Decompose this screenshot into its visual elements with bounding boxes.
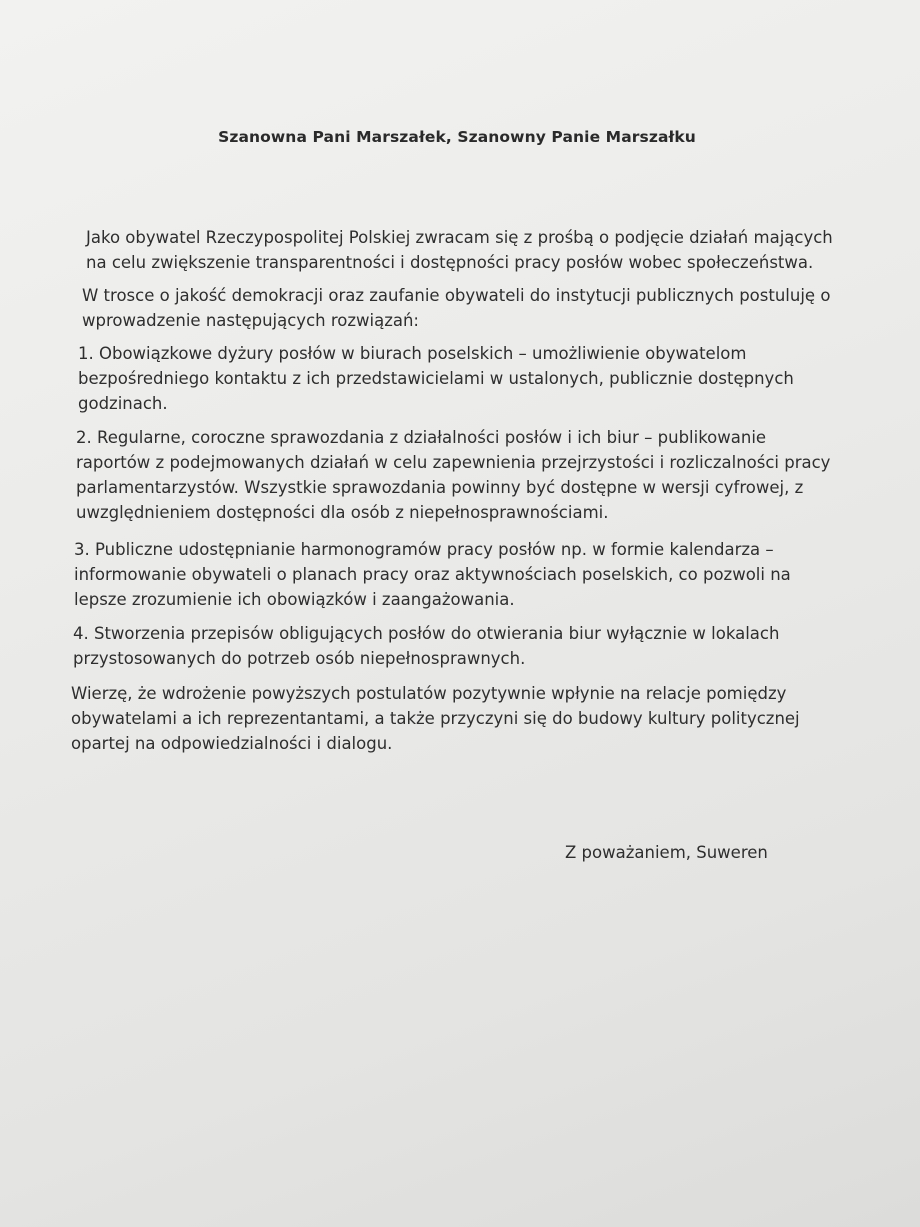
paragraph-line: 3. Publiczne udostępnianie harmonogramów pracy posłów np. w formie kalendarza – [74,540,774,559]
paragraph-line: przystosowanych do potrzeb osób niepełnosprawnych. [73,649,526,668]
paragraph-line: lepsze zrozumienie ich obowiązków i zaangażowania. [74,590,515,609]
paragraph-line: na celu zwiększenie transparentności i dostępności pracy posłów wobec społeczeństwa. [86,253,814,272]
paragraph-line: godzinach. [78,394,168,413]
paragraph-line: opartej na odpowiedzialności i dialogu. [71,734,393,753]
paragraph-line: 2. Regularne, coroczne sprawozdania z działalności posłów i ich biur – publikowanie [76,428,767,447]
intro-paragraph [86,225,833,275]
closing-signature: Z poważaniem, Suweren [565,843,768,862]
paragraph-line: informowanie obywateli o planach pracy oraz aktywnościach poselskich, co pozwoli na [74,565,791,584]
paragraph-line: Wierzę, że wdrożenie powyższych postulatów pozytywnie wpłynie na relacje pomiędzy [71,684,787,703]
postulate-4-paragraph [73,621,779,671]
paragraph-line: Jako obywatel Rzeczypospolitej Polskiej zwracam się z prośbą o podjęcie działań mających [86,228,833,247]
paragraph-line: 1. Obowiązkowe dyżury posłów w biurach poselskich – umożliwienie obywatelom [78,344,747,363]
postulate-intro-paragraph [82,283,830,333]
paragraph-line: wprowadzenie następujących rozwiązań: [82,311,419,330]
paragraph-line: uwzględnieniem dostępności dla osób z niepełnosprawnościami. [76,503,609,522]
paragraph-line: W trosce o jakość demokracji oraz zaufanie obywateli do instytucji publicznych postuluję o [82,286,831,305]
paragraph-line: parlamentarzystów. Wszystkie sprawozdania powinny być dostępne w wersji cyfrowej, z [76,478,804,497]
postulate-1-paragraph [78,341,794,416]
conclusion-paragraph [71,681,800,756]
paragraph-line: 4. Stworzenia przepisów obligujących posłów do otwierania biur wyłącznie w lokalach [73,624,780,643]
paragraph-line: bezpośredniego kontaktu z ich przedstawicielami w ustalonych, publicznie dostępnych [78,369,794,388]
salutation-heading: Szanowna Pani Marszałek, Szanowny Panie Marszałku [218,128,696,146]
postulate-2-paragraph [76,425,830,525]
paragraph-line: raportów z podejmowanych działań w celu zapewnienia przejrzystości i rozliczalności pracy [76,453,831,472]
postulate-3-paragraph [74,537,791,612]
paragraph-line: obywatelami a ich reprezentantami, a także przyczyni się do budowy kultury politycznej [71,709,800,728]
